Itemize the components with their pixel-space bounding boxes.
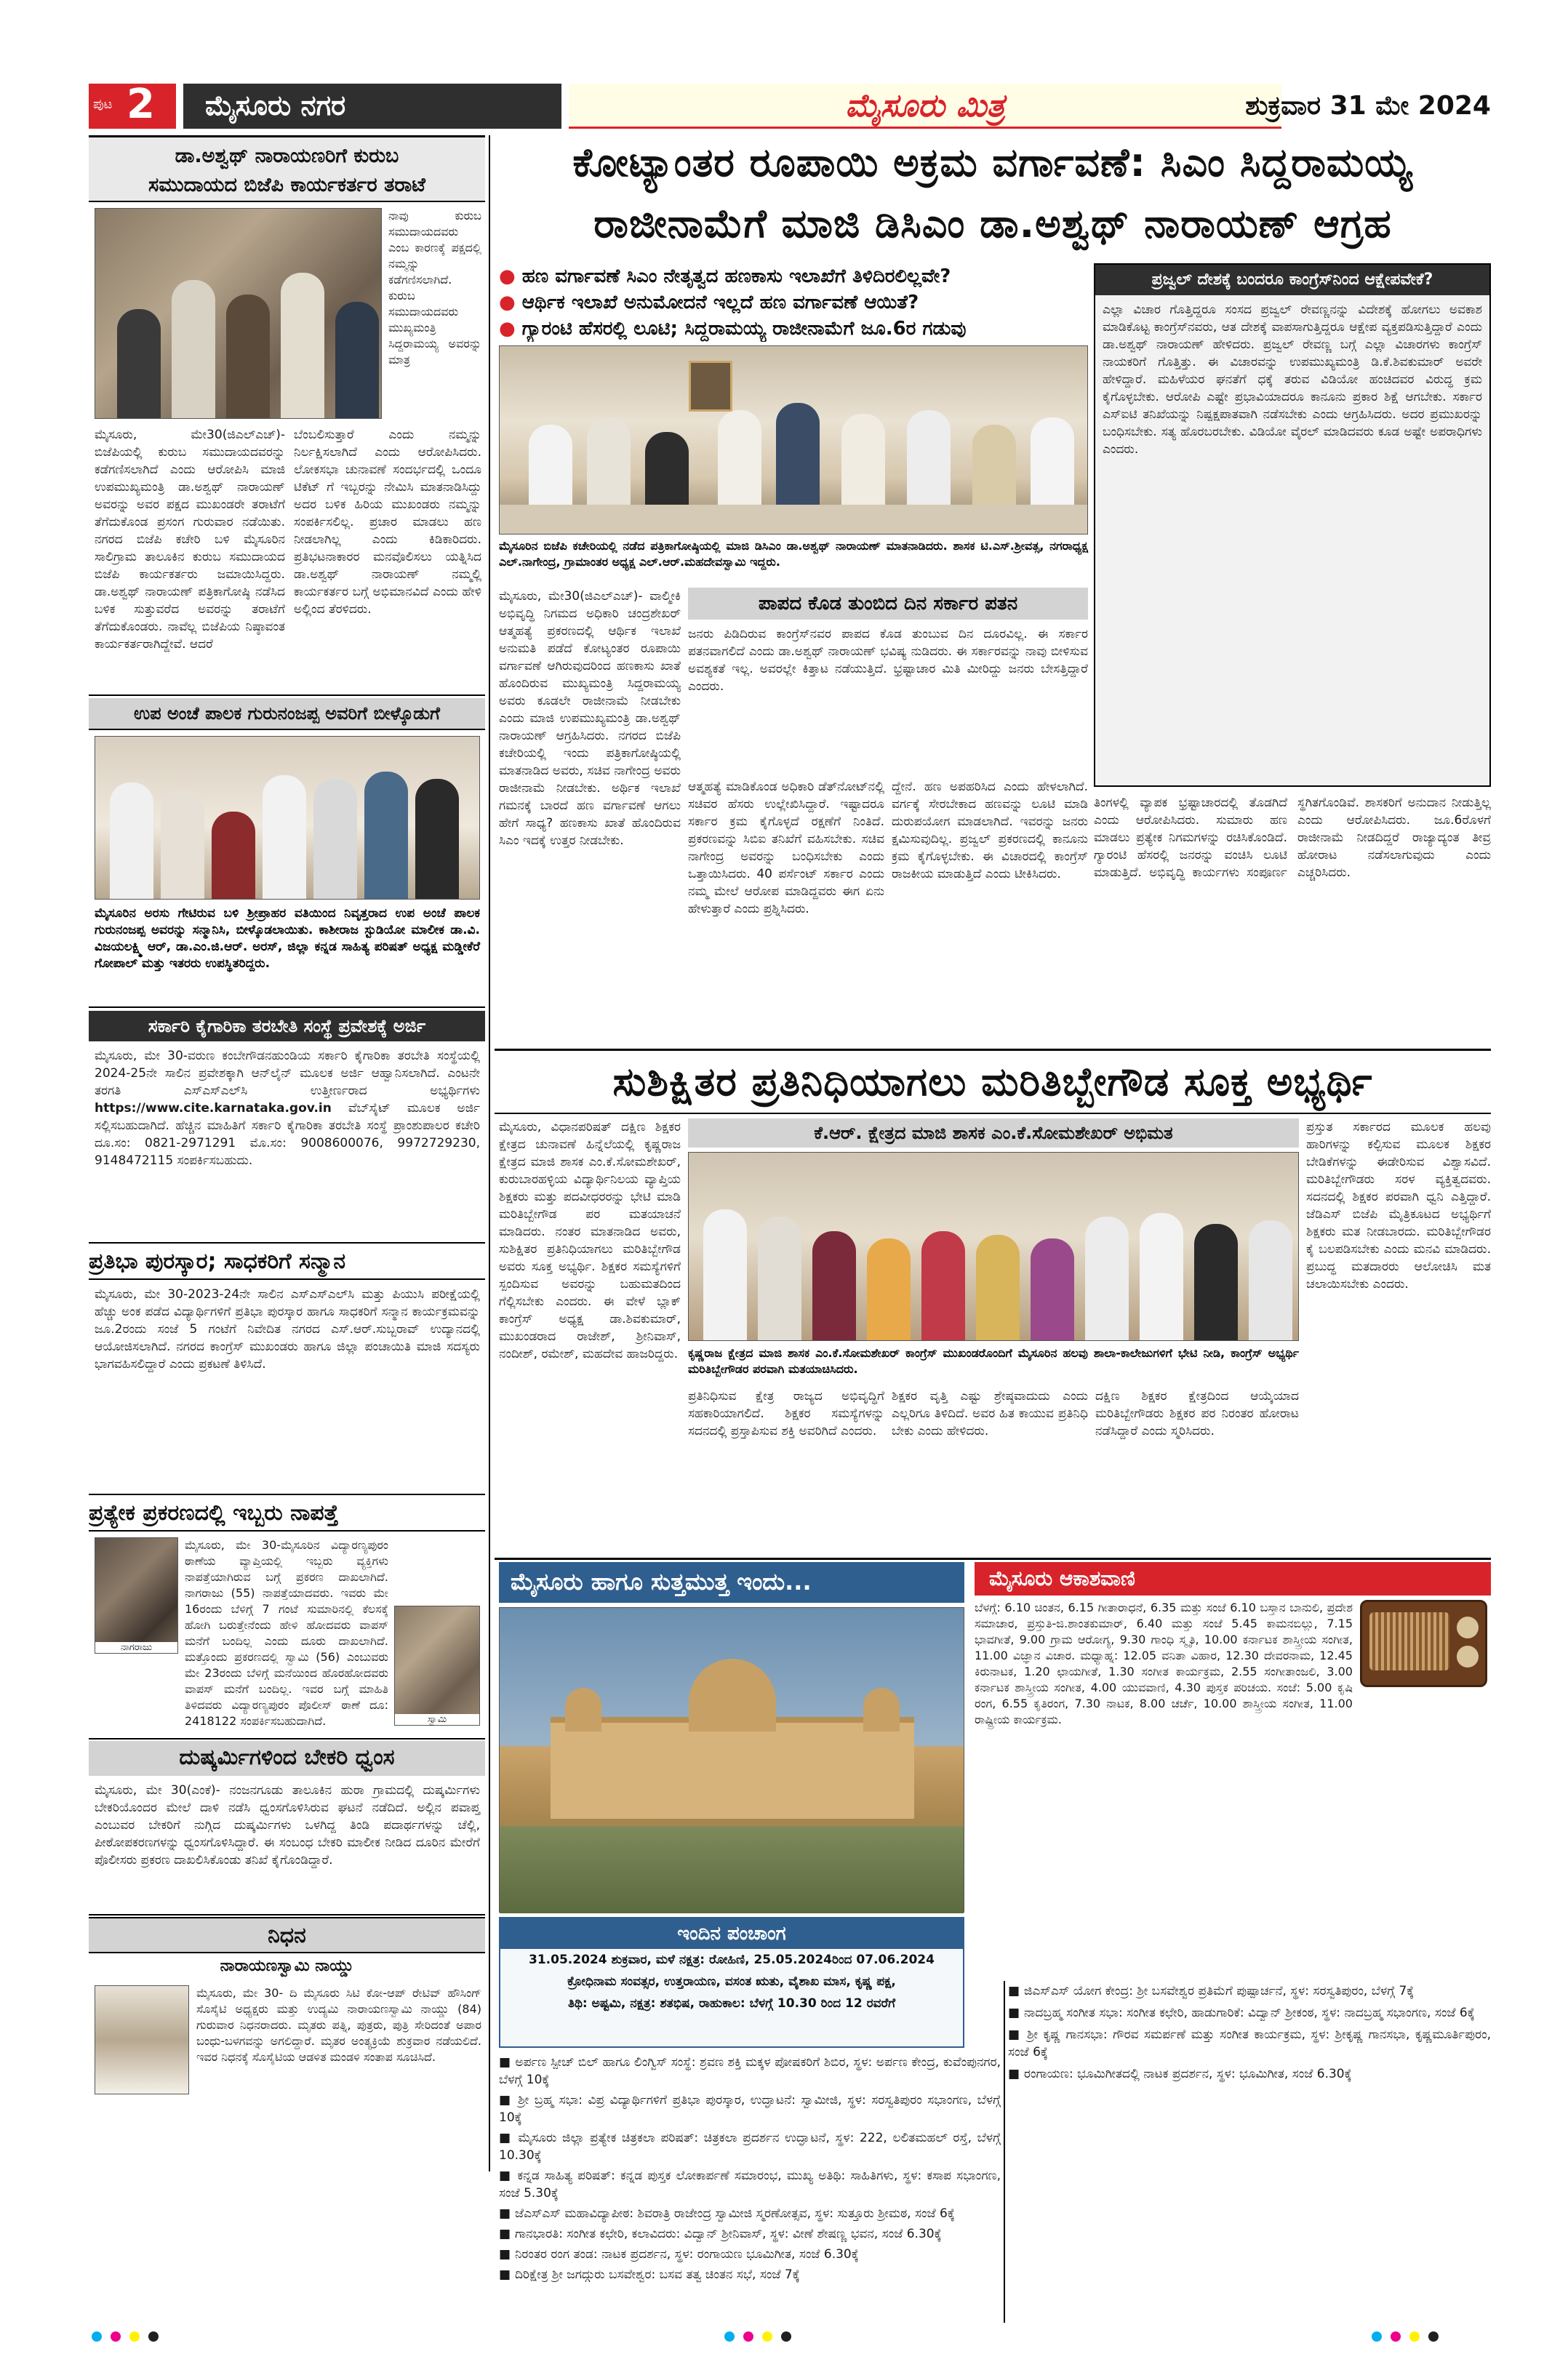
headline-line-1: ಡಾ.ಅಶ್ವಥ್ ನಾರಾಯಣರಿಗೆ ಕುರುಬ [175,145,399,167]
prajwal-box [1094,263,1491,787]
panchanga-box [499,1917,964,2048]
bullet-icon: ■ [1008,2027,1028,2042]
radio-title-bar [975,1562,1491,1596]
bullet-icon: ■ [1008,2067,1024,2081]
obituary-photo [95,1985,189,2094]
article-pratibha-puraskar [89,1245,485,1492]
page-label: ಪುಟ [93,97,113,112]
radio-title: ಮೈಸೂರು ಆಕಾಶವಾಣಿ [989,1566,1135,1590]
event-text: ದಿರಿಕ್ಷೇತ್ರ ಶ್ರೀ ಜಗದ್ಗುರು ಬಸವೇಶ್ವರ: ಬಸವ ತತ್ವ ಚಿಂತನ ಸಭೆ, ಸಂಜೆ 7ಕ್ಕೆ [514,2267,800,2282]
bullet-icon: ● [499,292,522,313]
bullet-3 [499,316,1095,342]
article-body-right: ಬೆಂಬಲಿಸುತ್ತಾರೆ ಎಂದು ನಮ್ಮನ್ನು ನಿರ್ಲಕ್ಷಿಸಲಾಗಿದೆ ಎಂದು ಆರೋಪಿಸಿದರು. ಲೋಕಸಭಾ ಚುನಾವಣೆ ಸಂದರ್ಭದಲ್ಲಿ ಒಂದೂ ಟಿಕೆಟ್ ಗೆ ಇಬ್ಬರನ್ನು ನೇಮಿಸಿ ಮಾತನಾಡಿಸಿದ್ದು ಅದರ ಬಳಿಕ ಹಿರಿಯ ಮುಖಂಡರು ನಮ್ಮನ್ನು ಸಂಪರ್ಕಿಸಲಿಲ್ಲ. ಪ್ರಚಾರ ಮಾಡಲು ಹಣ ನೀಡಲಾಗಿಲ್ಲ ಎಂದು ಕಿಡಿಕಾರಿದರು. ಪ್ರತಿಭಟನಾಕಾರರ ಮನವೊಲಿಸಲು ಯತ್ನಿಸಿದ ಡಾ.ಅಶ್ವಥ್ ನಾರಾಯಣ್ ನಮ್ಮಲ್ಲಿ ಕಾರ್ಯಕರ್ತರ ಬಗ್ಗೆ ಅಭಿಮಾನವಿದೆ ಎಂದು ಹೇಳಿ ಅಲ್ಲಿಂದ ತೆರಳಿದರು. [294,428,481,617]
bullet-text: ಆರ್ಥಿಕ ಇಲಾಖೆ ಅನುಮೋದನೆ ಇಲ್ಲದೆ ಹಣ ವರ್ಗಾವಣೆ ಆಯಿತೆ? [521,292,919,313]
bullet-1 [499,263,1095,289]
masthead-text: ಮೈಸೂರು ಮಿತ್ರ [845,87,1005,124]
event-item [499,2205,1001,2222]
lead-headline-line-2: ರಾಜೀನಾಮೆಗೆ ಮಾಜಿ ಡಿಸಿಎಂ ಡಾ.ಅಶ್ವಥ್ ನಾರಾಯಣ್ ಆಗ್ರಹ [593,201,1392,247]
lead-bullets [499,263,1095,342]
event-item [1008,2004,1491,2022]
event-item [1008,1982,1491,2000]
article-headline: ಪ್ರತ್ಯೇಕ ಪ್ರಕರಣದಲ್ಲಿ ಇಬ್ಬರು ನಾಪತ್ತೆ [89,1497,485,1532]
event-text: ಮೈಸೂರು ಜಿಲ್ಲಾ ಪ್ರತ್ಯೇಕ ಚಿತ್ರಕಲಾ ಪರಿಷತ್: ಚಿತ್ರಕಲಾ ಪ್ರದರ್ಶನ ಉದ್ಘಾಟನೆ, ಸ್ಥಳ: 222, ಲಲಿತಮಹಲ್ ರಸ್ತೆ, ಬೆಳಗ್ಗೆ 10.30ಕ್ಕೆ [499,2131,1001,2163]
divider [89,1738,485,1740]
article-body: ಮೈಸೂರು, ಮೇ 30-ಮೈಸೂರಿನ ವಿದ್ಯಾರಣ್ಯಪುರಂ ಠಾಣೆಯ ವ್ಯಾಪ್ತಿಯಲ್ಲಿ ಇಬ್ಬರು ವ್ಯಕ್ತಿಗಳು ನಾಪತ್ತೆಯಾಗಿರುವ ಬಗ್ಗೆ ಪ್ರಕರಣ ದಾಖಲಾಗಿದೆ. ನಾಗರಾಜು (55) ನಾಪತ್ತೆಯಾದವರು. ಇವರು ಮೇ 16ರಂದು ಬೆಳಿಗ್ಗೆ 7 ಗಂಟೆ ಸುಮಾರಿನಲ್ಲಿ ಕೆಲಸಕ್ಕೆ ಹೋಗಿ ಬರುತ್ತೇನೆಂದು ಹೇಳಿ ಹೋದವರು ವಾಪಸ್ ಮನೆಗೆ ಬಂದಿಲ್ಲ ಎಂದು ದೂರು ದಾಖಲಾಗಿದೆ. ಮತ್ತೊಂದು ಪ್ರಕರಣದಲ್ಲಿ ಸ್ವಾಮಿ (56) ಎಂಬುವರು ಮೇ 23ರಂದು ಬೆಳಿಗ್ಗೆ ಮನೆಯಿಂದ ಹೊರಹೋದವರು ವಾಪಸ್ ಮನೆಗೆ ಬಂದಿಲ್ಲ. ಇವರ ಬಗ್ಗೆ ಮಾಹಿತಿ ತಿಳಿದವರು ವಿದ್ಯಾರಣ್ಯಪುರಂ ಪೊಲೀಸ್ ಠಾಣೆ ದೂ: 2418122 ಸಂಪರ್ಕಿಸಬಹುದಾಗಿದೆ. [185,1538,388,1728]
event-text: ಶ್ರೀ ಬ್ರಹ್ಮ ಸಭಾ: ವಿಪ್ರ ವಿದ್ಯಾರ್ಥಿಗಳಿಗೆ ಪ್ರತಿಭಾ ಪುರಸ್ಕಾರ, ಉದ್ಘಾಟನೆ: ಸ್ವಾಮೀಜಿ, ಸ್ಥಳ: ಸರಸ್ವತಿಪುರಂ ಸಭಾಂಗಣ, ಬೆಳಗ್ಗೆ 10ಕ್ಕೆ [499,2093,1001,2125]
yellow-dot [1409,2331,1420,2342]
event-text: ಶ್ರೀ ಕೃಷ್ಣ ಗಾನಸಭಾ: ಗೌರವ ಸಮರ್ಪಣೆ ಮತ್ತು ಸಂಗೀತ ಕಾರ್ಯಕ್ರಮ, ಸ್ಥಳ: ಶ್ರೀಕೃಷ್ಣ ಗಾನಸಭಾ, ಕೃಷ್ಣಮೂರ್ತಿಪುರಂ, ಸಂಜೆ 6ಕ್ಕೆ [1008,2027,1491,2059]
cyan-dot [724,2331,735,2342]
press-meet-photo [499,345,1088,535]
yellow-dot [762,2331,772,2342]
bullet-icon: ■ [1008,2006,1024,2020]
bullet-text: ಗ್ಯಾರಂಟಿ ಹೆಸರಲ್ಲಿ ಲೂಟಿ; ಸಿದ್ದರಾಮಯ್ಯ ರಾಜೀನಾಮೆಗೆ ಜೂ.6ರ ಗಡುವು [521,318,967,340]
article-obituary [89,1917,485,2175]
prajwal-box-body: ಎಲ್ಲಾ ವಿಚಾರ ಗೊತ್ತಿದ್ದರೂ ಸಂಸದ ಪ್ರಜ್ವಲ್ ರೇವಣ್ಣನನ್ನು ವಿದೇಶಕ್ಕೆ ಹೋಗಲು ಅವಕಾಶ ಮಾಡಿಕೊಟ್ಟ ಕಾಂಗ್ರೆಸ್‌ನವರು, ಆತ ದೇಶಕ್ಕೆ ವಾಪಸಾಗುತ್ತಿದ್ದರೂ ಆಕ್ಷೇಪ ವ್ಯಕ್ತಪಡಿಸುತ್ತಿದ್ದಾರೆ ಎಂದು ಡಾ.ಅಶ್ವಥ್ ನಾರಾಯಣ್ ಹೇಳಿದರು. ಪ್ರಜ್ವಲ್ ರೇವಣ್ಣ ಬಗ್ಗೆ ಎಲ್ಲಾ ವಿಚಾರಗಳು ಕಾಂಗ್ರೆಸ್ ನಾಯಕರಿಗೆ ಗೊತ್ತಿತ್ತು. ಈ ವಿಚಾರವನ್ನು ಉಪಮುಖ್ಯಮಂತ್ರಿ ಡಿ.ಕೆ.ಶಿವಕುಮಾರ್ ಅವರೇ ಹೇಳಿದ್ದಾರೆ. ಮಹಿಳೆಯರ ಘನತೆಗೆ ಧಕ್ಕೆ ತರುವ ವಿಡಿಯೋ ಹಂಚಿದವರ ವಿರುದ್ಧ ಕ್ರಮ ಕೈಗೊಳ್ಳಬೇಕು. ಆರೋಪಿ ಎಷ್ಟೇ ಪ್ರಭಾವಿಯಾದರೂ ಕಾನೂನು ಪ್ರಕಾರ ಶಿಕ್ಷೆ ಆಗಬೇಕು. ಸರ್ಕಾರ ಎಸ್‌ಐಟಿ ತನಿಖೆಯನ್ನು ನಿಷ್ಪಕ್ಷಪಾತವಾಗಿ ನಡೆಸಬೇಕು ಎಂದು ಆಗ್ರಹಿಸಿದರು. ಅದರ ಪ್ರಮುಖರನ್ನು ಬಂಧಿಸಬೇಕು. ಸತ್ಯ ಹೊರಬರಬೇಕು. ವಿಡಿಯೋ ವೈರಲ್ ಮಾಡಿದವರು ಕೂಡ ಅಷ್ಟೇ ಅಪರಾಧಿಗಳು ಎಂದರು. [1103,303,1482,457]
event-item [1008,2026,1491,2061]
event-text: ರಂಗಾಯಣ: ಭೂಮಿಗೀತದಲ್ಲಿ ನಾಟಕ ಪ್ರದರ್ಶನ, ಸ್ಥಳ: ಭೂಮಿಗೀತ, ಸಂಜೆ 6.30ಕ್ಕೆ [1023,2067,1352,2081]
registration-marks-center [720,2331,865,2348]
divider [495,1049,1491,1051]
radio-schedule: ಬೆಳಗ್ಗೆ: 6.10 ಚಿಂತನ, 6.15 ಗೀತಾರಾಧನೆ, 6.35 ಮತ್ತು ಸಂಜೆ 6.10 ಬಸ್ತಾನ ಬಾನುಲಿ, ಪ್ರದೇಶ ಸಮಾಚಾರ, ಪ್ರಸ್ತುತಿ-ಜಿ.ಶಾಂತಕುಮಾರ್, 6.40 ಮತ್ತು ಸಂಜೆ 5.45 ಕಾಮನಬಿಲ್ಲು, 7.15 ಭಾವಗೀತೆ, 9.00 ಗ್ರಾಮ ಆರೋಗ್ಯ, 9.30 ಗಾಂಧಿ ಸ್ಮೃತಿ, 10.00 ಕರ್ನಾಟಕ ಶಾಸ್ತ್ರೀಯ ಸಂಗೀತ, 11.00 ವಿಜ್ಞಾನ ವಿಚಾರ. ಮಧ್ಯಾಹ್ನ: 12.05 ವನಿತಾ ವಿಹಾರ, 12.30 ದೇವರನಾಮ, 12.45 ಕಿರುನಾಟಕ, 1.20 ಛಾಯಗೀತೆ, 1.30 ಸಂಗೀತ ಕಾರ್ಯಕ್ರಮ, 2.55 ಸಂಗೀತಾಂಜಲಿ, 3.00 ಕರ್ನಾಟಕ ಶಾಸ್ತ್ರೀಯ ಸಂಗೀತ, 4.00 ಯುವವಾಣಿ, 4.30 ಪುಸ್ತಕ ಪರಿಚಯ. ಸಂಜೆ: 5.00 ಕೃಷಿ ರಂಗ, 6.55 ಕೃತಿರಂಗ, 7.30 ನಾಟಕ, 8.00 ಚರ್ಚೆ, 10.00 ಶಾಸ್ತ್ರೀಯ ಸಂಗೀತ, 11.00 ರಾಷ್ಟ್ರೀಯ ಕಾರ್ಯಕ್ರಮ. [975,1601,1353,1726]
bullet-text: ಹಣ ವರ್ಗಾವಣೆ ಸಿಎಂ ನೇತೃತ್ವದ ಹಣಕಾಸು ಇಲಾಖೆಗೆ ತಿಳಿದಿರಲಿಲ್ಲವೇ? [521,265,951,287]
event-item [499,2129,1001,2164]
article-headline: ಉಪ ಅಂಚೆ ಪಾಲಕ ಗುರುನಂಜಪ್ಪ ಅವರಿಗೆ ಬೀಳ್ಕೊಡುಗೆ [89,698,485,730]
black-dot [781,2331,791,2342]
event-item [499,2091,1001,2126]
article-iti-admission [89,1011,485,1240]
bullet-icon: ■ [499,2093,519,2107]
campaign-caption: ಕೃಷ್ಣರಾಜ ಕ್ಷೇತ್ರದ ಮಾಜಿ ಶಾಸಕ ಎಂ.ಕೆ.ಸೋಮಶೇಖರ್ ಕಾಂಗ್ರೆಸ್ ಮುಖಂಡರೊಂದಿಗೆ ಮೈಸೂರಿನ ಹಲವು ಶಾಲಾ-ಕಾಲೇಜುಗಳಿಗೆ ಭೇಟಿ ನೀಡಿ, ಕಾಂಗ್ರೆಸ್ ಅಭ್ಯರ್ಥಿ ಮರಿತಿಬ್ಬೇಗೌಡರ ಪರವಾಗಿ ಮತಯಾಚಿಸಿದರು. [688,1346,1299,1376]
column-separator [1004,1981,1005,2323]
article-body: ಮೈಸೂರು, ಮೇ 30(ಎಂಕೆ)- ನಂಜನಗೂಡು ತಾಲೂಕಿನ ಹುರಾ ಗ್ರಾಮದಲ್ಲಿ ದುಷ್ಕರ್ಮಿಗಳು ಬೇಕರಿಯೊಂದರ ಮೇಲೆ ದಾಳಿ ನಡೆಸಿ ಧ್ವಂಸಗೊಳಿಸಿರುವ ಘಟನೆ ನಡೆದಿದೆ. ಅಲ್ಲಿನ ಪವಾಪ್ತ ಎಂಬುವರ ಬೇಕರಿಗೆ ನುಗ್ಗಿದ ದುಷ್ಕರ್ಮಿಗಳು ಒಳಗಿದ್ದ ತಿಂಡಿ ಪದಾರ್ಥಗಳನ್ನು ಚೆಲ್ಲಿ, ಪೀಠೋಪಕರಣಗಳನ್ನು ಧ್ವಂಸಗೊಳಿಸಿದ್ದಾರೆ. ಈ ಸಂಬಂಧ ಬೇಕರಿ ಮಾಲೀಕ ನೀಡಿದ ದೂರಿನ ಮೇರೆಗೆ ಪೊಲೀಸರು ಪ್ರಕರಣ ದಾಖಲಿಸಿಕೊಂಡು ತನಿಖೆ ಕೈಗೊಂಡಿದ್ದಾರೆ. [95,1783,480,1867]
magenta-dot [111,2331,121,2342]
lead-col-c-left: ಆತ್ಮಹತ್ಯೆ ಮಾಡಿಕೊಂಡ ಅಧಿಕಾರಿ ಡೆತ್‌ನೋಟ್‌ನಲ್ಲಿ ಸಚಿವರ ಹೆಸರು ಉಲ್ಲೇಖಿಸಿದ್ದಾರೆ. ಇಷ್ಟಾದರೂ ಸರ್ಕಾರ ಕ್ರಮ ಕೈಗೊಳ್ಳದೆ ರಕ್ಷಣೆಗೆ ನಿಂತಿದೆ. ಪ್ರಕರಣವನ್ನು ಸಿಬಿಐ ತನಿಖೆಗೆ ವಹಿಸಬೇಕು. ಸಚಿವ ನಾಗೇಂದ್ರ ಅವರನ್ನು ಬಂಧಿಸಬೇಕು ಎಂದು ಒತ್ತಾಯಿಸಿದರು. 40 ಪರ್ಸೆಂಟ್ ಸರ್ಕಾರ ಎಂದು ನಮ್ಮ ಮೇಲೆ ಆರೋಪ ಮಾಡಿದ್ದವರು ಈಗ ಏನು ಹೇಳುತ್ತಾರೆ ಎಂದು ಪ್ರಶ್ನಿಸಿದರು. [688,780,884,916]
panchanga-line-3: ತಿಥಿ: ಅಷ್ಟಮಿ, ನಕ್ಷತ್ರ: ಶತಭಿಷ, ರಾಹುಕಾಲ: ಬೆಳಗ್ಗೆ 10.30 ರಿಂದ 12 ರವರೆಗೆ [567,1996,896,2011]
bullet-icon: ■ [499,2267,515,2282]
panchanga-line-2: ಕ್ರೋಧಿನಾಮ ಸಂವತ್ಸರ, ಉತ್ತರಾಯಣ, ವಸಂತ ಋತು, ವೈಶಾಖ ಮಾಸ, ಕೃಷ್ಣ ಪಕ್ಷ, [567,1974,896,1989]
farewell-caption: ಮೈಸೂರಿನ ಅರಸು ಗೇಟಿರುವ ಬಳಿ ಶ್ರೀಪ್ರಾಹರ ವತಿಯಿಂದ ನಿವೃತ್ತರಾದ ಉಪ ಅಂಚೆ ಪಾಲಕ ಗುರುನಂಜಪ್ಪ ಅವರನ್ನು ಸನ್ಮಾನಿಸಿ, ಬೀಳ್ಕೊಡಲಾಯಿತು. ಕಾಶೀರಾಜ ಸ್ಟುಡಿಯೋ ಮಾಲೀಕ ಡಾ.ವಿ. ವಿಜಯಲಕ್ಷ್ಮಿ ಆರ್, ಡಾ.ಎಂ.ಜಿ.ಆರ್. ಅರಸ್, ಜಿಲ್ಲಾ ಕನ್ನಡ ಸಾಹಿತ್ಯ ಪರಿಷತ್ ಅಧ್ಯಕ್ಷ ಮಡ್ಡೀಕೆರೆ ಗೋಪಾಲ್ ಮತ್ತು ಇತರರು ಉಪಸ್ಥಿತರಿದ್ದರು. [95,906,480,971]
mysore-palace-photo [499,1607,964,1913]
event-item [1008,2065,1491,2083]
photo-label: ಸ್ವಾಮಿ [395,1714,479,1725]
divider [89,1242,485,1244]
section-name: ಮೈಸೂರು ನಗರ [205,89,346,121]
yellow-dot [129,2331,140,2342]
article-missing-persons [89,1497,485,1737]
black-dot [148,2331,159,2342]
body-text-2: ವೆಬ್‌ಸೈಟ್ ಮೂಲಕ ಅರ್ಜಿ ಸಲ್ಲಿಸಬಹುದಾಗಿದೆ. ಹೆಚ್ಚಿನ ಮಾಹಿತಿಗೆ ಸರ್ಕಾರಿ ಕೈಗಾರಿಕಾ ತರಬೇತಿ ಸಂಸ್ಥೆ ಪ್ರಾಂಶುಪಾಲರ ಕಚೇರಿ ದೂ.ಸಂ: 0821-2971291 ಮೊ.ಸಂ: 9008600076, 9972729230, 9148472115 ಸಂಪರ್ಕಿಸಬಹುದು. [95,1101,480,1168]
farewell-photo [95,736,480,900]
bullet-2 [499,289,1095,316]
press-meet-caption: ಮೈಸೂರಿನ ಬಿಜೆಪಿ ಕಚೇರಿಯಲ್ಲಿ ನಡೆದ ಪತ್ರಿಕಾಗೋಷ್ಠಿಯಲ್ಲಿ ಮಾಜಿ ಡಿಸಿಎಂ ಡಾ.ಅಶ್ವಥ್ ನಾರಾಯಣ್ ಮಾತನಾಡಿದರು. ಶಾಸಕ ಟಿ.ಎಸ್.ಶ್ರೀವತ್ಸ, ನಗರಾಧ್ಯಕ್ಷ ಎಲ್.ನಾಗೇಂದ್ರ, ಗ್ರಾಮಾಂತರ ಅಧ್ಯಕ್ಷ ಎಲ್.ಆರ್.ಮಹದೇವಸ್ವಾಮಿ ಇದ್ದರು. [499,539,1088,569]
second-col-c: ಶಿಕ್ಷಕರ ವೃತ್ತಿ ಎಷ್ಟು ಶ್ರೇಷ್ಠವಾದುದು ಎಂದು ಎಲ್ಲರಿಗೂ ತಿಳಿದಿದೆ. ಅವರ ಹಿತ ಕಾಯುವ ಪ್ರತಿನಿಧಿ ಬೇಕು ಎಂದು ಹೇಳಿದರು. [892,1389,1088,1438]
second-col-d: ದಕ್ಷಿಣ ಶಿಕ್ಷಕರ ಕ್ಷೇತ್ರದಿಂದ ಆಯ್ಕೆಯಾದ ಮರಿತಿಬ್ಬೇಗೌಡರು ಶಿಕ್ಷಕರ ಪರ ನಿರಂತರ ಹೋರಾಟ ನಡೆಸಿದ್ದಾರೆ ಎಂದು ಸ್ಮರಿಸಿದರು. [1095,1389,1299,1438]
bullet-icon: ● [499,265,522,287]
divider [89,1006,485,1008]
event-item [499,2054,1001,2089]
panchanga-line-1: 31.05.2024 ಶುಕ್ರವಾರ, ಮಳೆ ನಕ್ಷತ್ರ: ರೋಹಿಣಿ, 25.05.2024ರಿಂದ 07.06.2024 [529,1953,935,1967]
website-link[interactable]: https://www.cite.karnataka.gov.in [95,1101,332,1116]
protest-photo [95,208,382,419]
cyan-dot [92,2331,102,2342]
lead-subhead: ಪಾಪದ ಕೊಡ ತುಂಬಿದ ದಿನ ಸರ್ಕಾರ ಪತನ [688,588,1088,620]
event-text: ನಾದಬ್ರಹ್ಮ ಸಂಗೀತ ಸಭಾ: ಸಂಗೀತ ಕಛೇರಿ, ಹಾಡುಗಾರಿಕೆ: ವಿದ್ವಾನ್ ಶ್ರೀಕಂಠ, ಸ್ಥಳ: ನಾದಬ್ರಹ್ಮ ಸಭಾಂಗಣ, ಸಂಜೆ 6ಕ್ಕೆ [1023,2006,1475,2020]
article-farewell [89,698,485,1004]
registration-marks-right [1367,2331,1513,2348]
event-text: ಅರ್ಪಣ ಸ್ಪೀಚ್ ಬಿಲ್ ಹಾಗೂ ಲಿಂಗ್ವಿಸ್ ಸಂಸ್ಥೆ: ಶ್ರವಣ ಶಕ್ತಿ ಮಕ್ಕಳ ಪೋಷಕರಿಗೆ ಶಿಬಿರ, ಸ್ಥಳ: ಅರ್ಪಣ ಕೇಂದ್ರ, ಕುವೆಂಪುನಗರ, ಬೆಳಗ್ಗೆ 10ಕ್ಕೆ [499,2055,1001,2087]
radio-set-icon [1360,1600,1487,1687]
article-headline: ಸರ್ಕಾರಿ ಕೈಗಾರಿಕಾ ತರಬೇತಿ ಸಂಸ್ಥೆ ಪ್ರವೇಶಕ್ಕೆ ಅರ್ಜಿ [89,1011,485,1041]
bullet-icon: ■ [499,2169,518,2183]
divider [495,1113,1491,1114]
lead-headline [495,132,1491,260]
lead-col-a: ಮೈಸೂರು, ಮೇ30(ಜಿಎಲ್‌ಎಚ್)- ವಾಲ್ಮೀಕಿ ಅಭಿವೃದ್ಧಿ ನಿಗಮದ ಅಧಿಕಾರಿ ಚಂದ್ರಶೇಖರ್ ಆತ್ಮಹತ್ಯೆ ಪ್ರಕರಣದಲ್ಲಿ ಆರ್ಥಿಕ ಇಲಾಖೆ ಅನುಮತಿ ಪಡೆದೆ ಕೋಟ್ಯಂತರ ರೂಪಾಯಿ ವರ್ಗಾವಣೆ ಆಗಿರುವುದರಿಂದ ಹಣಕಾಸು ಖಾತೆ ಹೊಂದಿರುವ ಮುಖ್ಯಮಂತ್ರಿ ಸಿದ್ದರಾಮಯ್ಯ ಅವರು ಕೂಡಲೇ ರಾಜೀನಾಮೆ ನೀಡಬೇಕು ಎಂದು ಮಾಜಿ ಉಪಮುಖ್ಯಮಂತ್ರಿ ಡಾ.ಅಶ್ವಥ್ ನಾರಾಯಣ್ ಆಗ್ರಹಿಸಿದರು. ನಗರದ ಬಿಜೆಪಿ ಕಚೇರಿಯಲ್ಲಿ ಇಂದು ಪತ್ರಿಕಾಗೋಷ್ಠಿಯಲ್ಲಿ ಮಾತನಾಡಿದ ಅವರು, ಸಚಿವ ನಾಗೇಂದ್ರ ಅವರು ರಾಜೀನಾಮೆ ನೀಡಬೇಕು. ಅರ್ಥಿಕ ಇಲಾಖೆ ಗಮನಕ್ಕೆ ಬಾರದೆ ಹಣ ವರ್ಗಾವಣೆ ಆಗಲು ಹೇಗೆ ಸಾಧ್ಯ? ಹಣಕಾಸು ಖಾತೆ ಹೊಂದಿರುವ ಸಿಎಂ ಇದಕ್ಕೆ ಉತ್ತರ ನೀಡಬೇಕು. [499,589,681,848]
page-number-box [89,84,176,129]
event-text: ಗಾನಭಾರತಿ: ಸಂಗೀತ ಕಛೇರಿ, ಕಲಾವಿದರು: ವಿದ್ವಾನ್ ಶ್ರೀನಿವಾಸ್, ಸ್ಥಳ: ವೀಣೆ ಶೇಷಣ್ಣ ಭವನ, ಸಂಜೆ 6.30ಕ್ಕೆ [514,2227,942,2241]
event-item [499,2246,1001,2263]
article-body: ಮೈಸೂರು, ಮೇ 30-2023-24ನೇ ಸಾಲಿನ ಎಸ್ಎಸ್ಎಲ್‌ಸಿ ಮತ್ತು ಪಿಯುಸಿ ಪರೀಕ್ಷೆಯಲ್ಲಿ ಹೆಚ್ಚು ಅಂಕ ಪಡೆದ ವಿದ್ಯಾರ್ಥಿಗಳಿಗೆ ಪ್ರತಿಭಾ ಪುರಸ್ಕಾರ ಹಾಗೂ ಸಾಧಕರಿಗೆ ಸನ್ಮಾನ ಕಾರ್ಯಕ್ರಮವನ್ನು ಜೂ.2ರಂದು ಸಂಜೆ 5 ಗಂಟೆಗೆ ನಿವೇದಿತ ನಗರದ ಎಸ್.ಆರ್.ಸುಬ್ಬರಾವ್ ಉದ್ಯಾನದಲ್ಲಿ ಆಯೋಜಿಸಲಾಗಿದೆ. ನಗರದ ಕಾಂಗ್ರೆಸ್ ಮುಖಂಡರು ಹಾಗೂ ಜಿಲ್ಲಾ ಪಂಚಾಯಿತಿ ಮಾಜಿ ಸದಸ್ಯರು ಭಾಗವಹಿಸಲಿದ್ದಾರೆ ಎಂದು ಪ್ರಕಟಣೆ ತಿಳಿಸಿದೆ. [95,1287,480,1372]
event-item [499,2225,1001,2243]
lead-col-c-right: ದ್ದೇನೆ. ಹಣ ಅಪಹರಿಸಿದ ಎಂದು ಹೇಳಲಾಗಿದೆ. ವರ್ಗಕ್ಕೆ ಸೇರಬೇಕಾದ ಹಣವನ್ನು ಲೂಟಿ ಮಾಡಿ ದುರುಪಯೋಗ ಮಾಡಲಾಗಿದೆ. ಇವರನ್ನು ಜನರು ಕ್ಷಮಿಸುವುದಿಲ್ಲ. ಪ್ರಜ್ವಲ್ ಪ್ರಕರಣದಲ್ಲಿ ಕಾನೂನು ಕ್ರಮ ಕೈಗೊಳ್ಳಬೇಕು. ಈ ವಿಚಾರದಲ್ಲಿ ಕಾಂಗ್ರೆಸ್ ರಾಜಕೀಯ ಮಾಡುತ್ತಿದೆ ಎಂದು ಟೀಕಿಸಿದರು. [892,780,1088,881]
black-dot [1428,2331,1439,2342]
magenta-dot [743,2331,753,2342]
lead-headline-line-1: ಕೋಟ್ಯಾಂತರ ರೂಪಾಯಿ ಅಕ್ರಮ ವರ್ಗಾವಣೆ: ಸಿಎಂ ಸಿದ್ದರಾಮಯ್ಯ [572,140,1413,185]
article-body [95,1047,480,1238]
bullet-icon: ■ [499,2055,516,2070]
article-headline: ಪ್ರತಿಭಾ ಪುರಸ್ಕಾರ; ಸಾಧಕರಿಗೆ ಸನ್ಮಾನ [89,1245,485,1280]
second-col-e: ಪ್ರಸ್ತುತ ಸರ್ಕಾರದ ಮೂಲಕ ಹಲವು ಹಾರಿಗಳನ್ನು ಕಲ್ಪಿಸುವ ಮೂಲಕ ಶಿಕ್ಷಕರ ಬೇಡಿಕೆಗಳನ್ನು ಈಡೇರಿಸುವ ವಿಶ್ವಾಸವಿದೆ. ಮರಿತಿಬ್ಬೇಗೌಡರು ಸರಳ ವ್ಯಕ್ತಿತ್ವದವರು. ಸದನದಲ್ಲಿ ಶಿಕ್ಷಕರ ಪರವಾಗಿ ಧ್ವನಿ ಎತ್ತಿದ್ದಾರೆ. ಜೆಡಿಎಸ್ ಬಿಜೆಪಿ ಮೈತ್ರಿಕೂಟದ ಅಭ್ಯರ್ಥಿಗೆ ಶಿಕ್ಷಕರು ಮತ ನೀಡಬಾರದು. ಮರಿತಿಬ್ಬೇಗೌಡರ ಕೈ ಬಲಪಡಿಸಬೇಕು ಎಂದು ಮನವಿ ಮಾಡಿದರು. ಪ್ರಬುದ್ಧ ಮತದಾರರು ಆಲೋಚಿಸಿ ಮತ ಚಲಾಯಿಸಬೇಕು ಎಂದರು. [1306,1120,1491,1292]
panchanga-title: ಇಂದಿನ ಪಂಚಾಂಗ [500,1918,963,1949]
events-title-bar [499,1562,964,1603]
bullet-icon: ■ [499,2131,519,2145]
event-item [499,2167,1001,2202]
article-body-left: ಮೈಸೂರು, ಮೇ30(ಜಿಎಲ್‌ಎಚ್)- ಬಿಜೆಪಿಯಲ್ಲಿ ಕುರುಬ ಸಮುದಾಯದವರನ್ನು ಕಡೆಗಣಿಸಲಾಗಿದೆ ಎಂದು ಆರೋಪಿಸಿ ಮಾಜಿ ಉಪಮುಖ್ಯಮಂತ್ರಿ ಡಾ.ಅಶ್ವಥ್ ನಾರಾಯಣ್ ಅವರನ್ನು ಅವರ ಪಕ್ಷದ ಮುಖಂಡರೇ ತರಾಟೆಗೆ ತೆಗೆದುಕೊಂಡ ಪ್ರಸಂಗ ಗುರುವಾರ ನಡೆಯಿತು. ನಗರದ ಬಿಜೆಪಿ ಕಚೇರಿ ಬಳಿ ಮೈಸೂರಿನ ಸಾಲಿಗ್ರಾಮ ತಾಲೂಕಿನ ಕುರುಬ ಸಮುದಾಯದ ಬಿಜೆಪಿ ಕಾರ್ಯಕರ್ತರು ಜಮಾಯಿಸಿದ್ದರು. ಡಾ.ಅಶ್ವಥ್ ನಾರಾಯಣ್ ಪತ್ರಿಕಾಗೋಷ್ಠಿ ನಡೆಸಿದ ಬಳಿಕ ಸುತ್ತುವರೆದ ಅವರನ್ನು ತರಾಟೆಗೆ ತೆಗೆದುಕೊಂಡರು. ನಾವೆಲ್ಲ ಬಿಜೆಪಿಯ ನಿಷ್ಠಾವಂತ ಕಾರ್ಯಕರ್ತರಾಗಿದ್ದೇವೆ. ಆದರೆ [95,428,285,652]
prajwal-box-title: ಪ್ರಜ್ವಲ್ ದೇಶಕ್ಕೆ ಬಂದರೂ ಕಾಂಗ್ರೆಸ್‌ನಿಂದ ಆಕ್ಷೇಪವೇಕೆ? [1095,265,1489,295]
obituary-section-title: ನಿಧನ [89,1917,485,1953]
obituary-body: ಮೈಸೂರು, ಮೇ 30- ದಿ ಮೈಸೂರು ಸಿಟಿ ಕೋ-ಆಪ್ ರೇಟಿವ್ ಹೌಸಿಂಗ್ ಸೊಸೈಟಿ ಅಧ್ಯಕ್ಷರು ಮತ್ತು ಉದ್ಯಮಿ ನಾರಾಯಣಸ್ವಾಮಿ ನಾಯ್ಡು (84) ಗುರುವಾರ ನಿಧನರಾದರು. ಮೃತರು ಪತ್ನಿ, ಪುತ್ರರು, ಪುತ್ರಿ ಸೇರಿದಂತೆ ಅಪಾರ ಬಂಧು-ಬಳಗವನ್ನು ಅಗಲಿದ್ದಾರೆ. ಮೃತರ ಅಂತ್ಯಕ್ರಿಯೆ ಶುಕ್ರವಾರ ನಡೆಯಲಿದೆ. ಇವರ ನಿಧನಕ್ಕೆ ಸೊಸೈಟಿಯ ಆಡಳಿತ ಮಂಡಳಿ ಸಂತಾಪ ಸೂಚಿಸಿದೆ. [196,1986,481,2064]
bullet-icon: ● [499,318,522,340]
events-right-list [1008,1982,1491,2324]
lead-col-b: ಜನರು ಪಿಡಿದಿರುವ ಕಾಂಗ್ರೆಸ್‌ನವರ ಪಾಪದ ಕೊಡ ತುಂಬುವ ದಿನ ದೂರವಿಲ್ಲ. ಈ ಸರ್ಕಾರ ಪತನವಾಗಲಿದೆ ಎಂದು ಡಾ.ಅಶ್ವಥ್ ನಾರಾಯಣ್ ಭವಿಷ್ಯ ನುಡಿದರು. ಈ ಸರ್ಕಾರವನ್ನು ನಾವು ಬೀಳಿಸುವ ಅವಶ್ಯಕತೆ ಇಲ್ಲ. ಅವರಲ್ಲೇ ಕಿತ್ತಾಟ ನಡೆಯುತ್ತಿದೆ. ಭ್ರಷ್ಟಾಚಾರ ಮಿತಿ ಮೀರಿದ್ದು ಜನರು ಬೇಸತ್ತಿದ್ದಾರೆ ಎಂದರು. [688,627,1088,694]
campaign-photo [688,1152,1299,1341]
page-number: 2 [127,84,155,128]
issue-date: ಶುಕ್ರವಾರ 31 ಮೇ 2024 [1245,91,1491,121]
second-headline: ಸುಶಿಕ್ಷಿತರ ಪ್ರತಿನಿಧಿಯಾಗಲು ಮರಿತಿಬ್ಬೇಗೌಡ ಸೂಕ್ತ ಅಭ್ಯರ್ಥಿ [612,1059,1373,1105]
masthead-logo [569,84,1281,129]
missing-person-photo-2 [394,1606,480,1726]
bullet-icon: ■ [499,2227,515,2241]
event-text: ನಿರಂತರ ರಂಗ ತಂಡ: ನಾಟಕ ಪ್ರದರ್ಶನ, ಸ್ಥಳ: ರಂಗಾಯಣ ಭೂಮಿಗೀತ, ಸಂಜೆ 6.30ಕ್ಕೆ [514,2247,859,2262]
event-text: ಜೆಎಸ್‌ಎಸ್ ಮಹಾವಿದ್ಯಾಪೀಠ: ಶಿವರಾತ್ರಿ ರಾಜೇಂದ್ರ ಸ್ವಾಮೀಜಿ ಸ್ಮರಣೋತ್ಸವ, ಸ್ಥಳ: ಸುತ್ತೂರು ಶ್ರೀಮಠ, ಸಂಜೆ 6ಕ್ಕೆ [514,2206,955,2221]
events-left-list [499,2054,1001,2324]
column-separator [489,135,490,2171]
section-name-box [183,84,561,129]
body-text: ಮೈಸೂರು, ಮೇ 30-ವರುಣ ಕಂಬೇಗೌಡನಹುಂಡಿಯ ಸರ್ಕಾರಿ ಕೈಗಾರಿಕಾ ತರಬೇತಿ ಸಂಸ್ಥೆಯಲ್ಲಿ 2024-25ನೇ ಸಾಲಿನ ಪ್ರವೇಶಕ್ಕಾಗಿ ಆನ್‌ಲೈನ್ ಮೂಲಕ ಅರ್ಜಿ ಆಹ್ವಾನಿಸಲಾಗಿದೆ. ಎಂಟನೇ ತರಗತಿ ಎಸ್ಎಸ್ಎಲ್‌ಸಿ ಉತ್ತೀರ್ಣರಾದ ಅಭ್ಯರ್ಥಿಗಳು [95,1049,480,1098]
second-col-b: ಪ್ರತಿನಿಧಿಸುವ ಕ್ಷೇತ್ರ ರಾಜ್ಯದ ಅಭಿವೃದ್ಧಿಗೆ ಸಹಕಾರಿಯಾಗಲಿದೆ. ಶಿಕ್ಷಕರ ಸಮಸ್ಯೆಗಳನ್ನು ಸದನದಲ್ಲಿ ಪ್ರಸ್ತಾಪಿಸುವ ಶಕ್ತಿ ಅವರಿಗಿದೆ ಎಂದರು. [688,1389,884,1438]
article-headline [89,135,485,202]
event-item [499,2266,1001,2283]
article-bakery-vandalism [89,1741,485,1912]
registration-marks-left [87,2331,233,2348]
bullet-icon: ■ [499,2247,515,2262]
divider [89,1494,485,1495]
event-text: ಕನ್ನಡ ಸಾಹಿತ್ಯ ಪರಿಷತ್: ಕನ್ನಡ ಪುಸ್ತಕ ಲೋಕಾರ್ಪಣೆ ಸಮಾರಂಭ, ಮುಖ್ಯ ಅತಿಥಿ: ಸಾಹಿತಿಗಳು, ಸ್ಥಳ: ಕಸಾಪ ಸಭಾಂಗಣ, ಸಂಜೆ 5.30ಕ್ಕೆ [499,2169,1001,2201]
article-side-text: ನಾವು ಕುರುಬ ಸಮುದಾಯದವರು ಎಂಬ ಕಾರಣಕ್ಕೆ ಪಕ್ಷದಲ್ಲಿ ನಮ್ಮನ್ನು ಕಡೆಗಣಿಸಲಾಗಿದೆ. ಕುರುಬ ಸಮುದಾಯದವರು ಮುಖ್ಯಮಂತ್ರಿ ಸಿದ್ದರಾಮಯ್ಯ ಅವರನ್ನು ಮಾತ್ರ [388,209,481,367]
second-col-a: ಮೈಸೂರು, ವಿಧಾನಪರಿಷತ್ ದಕ್ಷಿಣ ಶಿಕ್ಷಕರ ಕ್ಷೇತ್ರದ ಚುನಾವಣೆ ಹಿನ್ನೆಲೆಯಲ್ಲಿ ಕೃಷ್ಣರಾಜ ಕ್ಷೇತ್ರದ ಮಾಜಿ ಶಾಸಕ ಎಂ.ಕೆ.ಸೋಮಶೇಖರ್, ಕುರುಬಾರಹಳ್ಳಿಯ ವಿದ್ಯಾರ್ಥಿನಿಲಯ ವ್ಯಾಪ್ತಿಯ ಶಿಕ್ಷಕರು ಮತ್ತು ಪದವೀಧರರನ್ನು ಭೇಟಿ ಮಾಡಿ ಮರಿತಿಬ್ಬೇಗೌಡ ಪರ ಮತಯಾಚನೆ ಮಾಡಿದರು. ನಂತರ ಮಾತನಾಡಿದ ಅವರು, ಸುಶಿಕ್ಷಿತರ ಪ್ರತಿನಿಧಿಯಾಗಲು ಮರಿತಿಬ್ಬೇಗೌಡ ಅವರು ಸೂಕ್ತ ಅಭ್ಯರ್ಥಿ. ಶಿಕ್ಷಕರ ಸಮಸ್ಯೆಗಳಿಗೆ ಸ್ಪಂದಿಸುವ ಅವರನ್ನು ಬಹುಮತದಿಂದ ಗೆಲ್ಲಿಸಬೇಕು ಎಂದರು. ಈ ವೇಳೆ ಬ್ಲಾಕ್ ಕಾಂಗ್ರೆಸ್ ಅಧ್ಯಕ್ಷ ಡಾ.ಶಿವಕುಮಾರ್, ಮುಖಂಡರಾದ ರಾಜೇಶ್, ಶ್ರೀನಿವಾಸ್, ನಂದೀಶ್, ರಮೇಶ್, ಮಹದೇವ ಹಾಜರಿದ್ದರು. [499,1120,681,1361]
second-kicker: ಕೆ.ಆರ್. ಕ್ಷೇತ್ರದ ಮಾಜಿ ಶಾಸಕ ಎಂ.ಕೆ.ಸೋಮಶೇಖರ್ ಅಭಿಮತ [688,1118,1299,1148]
bullet-icon: ■ [499,2206,515,2221]
missing-person-photo-1 [95,1537,178,1654]
headline-line-2: ಸಮುದಾಯದ ಬಿಜೆಪಿ ಕಾರ್ಯಕರ್ತರ ತರಾಟೆ [148,174,425,196]
bullet-icon: ■ [1008,1984,1024,1998]
article-headline: ದುಷ್ಕರ್ಮಿಗಳಿಂದ ಬೇಕರಿ ಧ್ವಂಸ [89,1741,485,1776]
lead-col-d: ತಿಂಗಳಲ್ಲಿ ವ್ಯಾಪಕ ಭ್ರಷ್ಟಾಚಾರದಲ್ಲಿ ತೊಡಗಿದೆ ಎಂದು ಆರೋಪಿಸಿದರು. ಸುಮಾರು ಹಣ ಮಾಡಲು ಪ್ರತ್ಯೇಕ ನಿಗಮಗಳನ್ನು ರಚಿಸಿಕೊಂಡಿದೆ. ಗ್ಯಾರಂಟಿ ಹೆಸರಲ್ಲಿ ಜನರನ್ನು ವಂಚಿಸಿ ಲೂಟಿ ಮಾಡುತ್ತಿದೆ. ಅಭಿವೃದ್ಧಿ ಕಾರ್ಯಗಳು ಸಂಪೂರ್ಣ ಸ್ಥಗಿತಗೊಂಡಿವೆ. ಶಾಸಕರಿಗೆ ಅನುದಾನ ನೀಡುತ್ತಿಲ್ಲ ಎಂದು ಆರೋಪಿಸಿದರು. ಜೂ.6ರೊಳಗೆ ರಾಜೀನಾಮೆ ನೀಡದಿದ್ದರೆ ರಾಜ್ಯಾದ್ಯಂತ ತೀವ್ರ ಹೋರಾಟ ನಡೆಸಲಾಗುವುದು ಎಂದು ಎಚ್ಚರಿಸಿದರು. [1094,796,1491,880]
divider [89,1914,485,1915]
divider [89,694,485,696]
magenta-dot [1391,2331,1401,2342]
cyan-dot [1372,2331,1382,2342]
event-text: ಜಿಎಸ್‌ಎಸ್ ಯೋಗ ಕೇಂದ್ರ: ಶ್ರೀ ಬಸವೇಶ್ವರ ಪ್ರತಿಮೆಗೆ ಪುಷ್ಪಾರ್ಚನೆ, ಸ್ಥಳ: ಸರಸ್ವತಿಪುರಂ, ಬೆಳಗ್ಗೆ 7ಕ್ಕೆ [1023,1984,1415,1998]
header-bar [89,84,1491,129]
obituary-name: ನಾರಾಯಣಸ್ವಾಮಿ ನಾಯ್ಡು [220,1957,354,1975]
article-kuruba-protest [89,135,485,692]
divider [495,1558,1491,1560]
events-title: ಮೈಸೂರು ಹಾಗೂ ಸುತ್ತಮುತ್ತ ಇಂದು... [511,1568,812,1596]
photo-label: ನಾಗರಾಜು [95,1642,177,1653]
